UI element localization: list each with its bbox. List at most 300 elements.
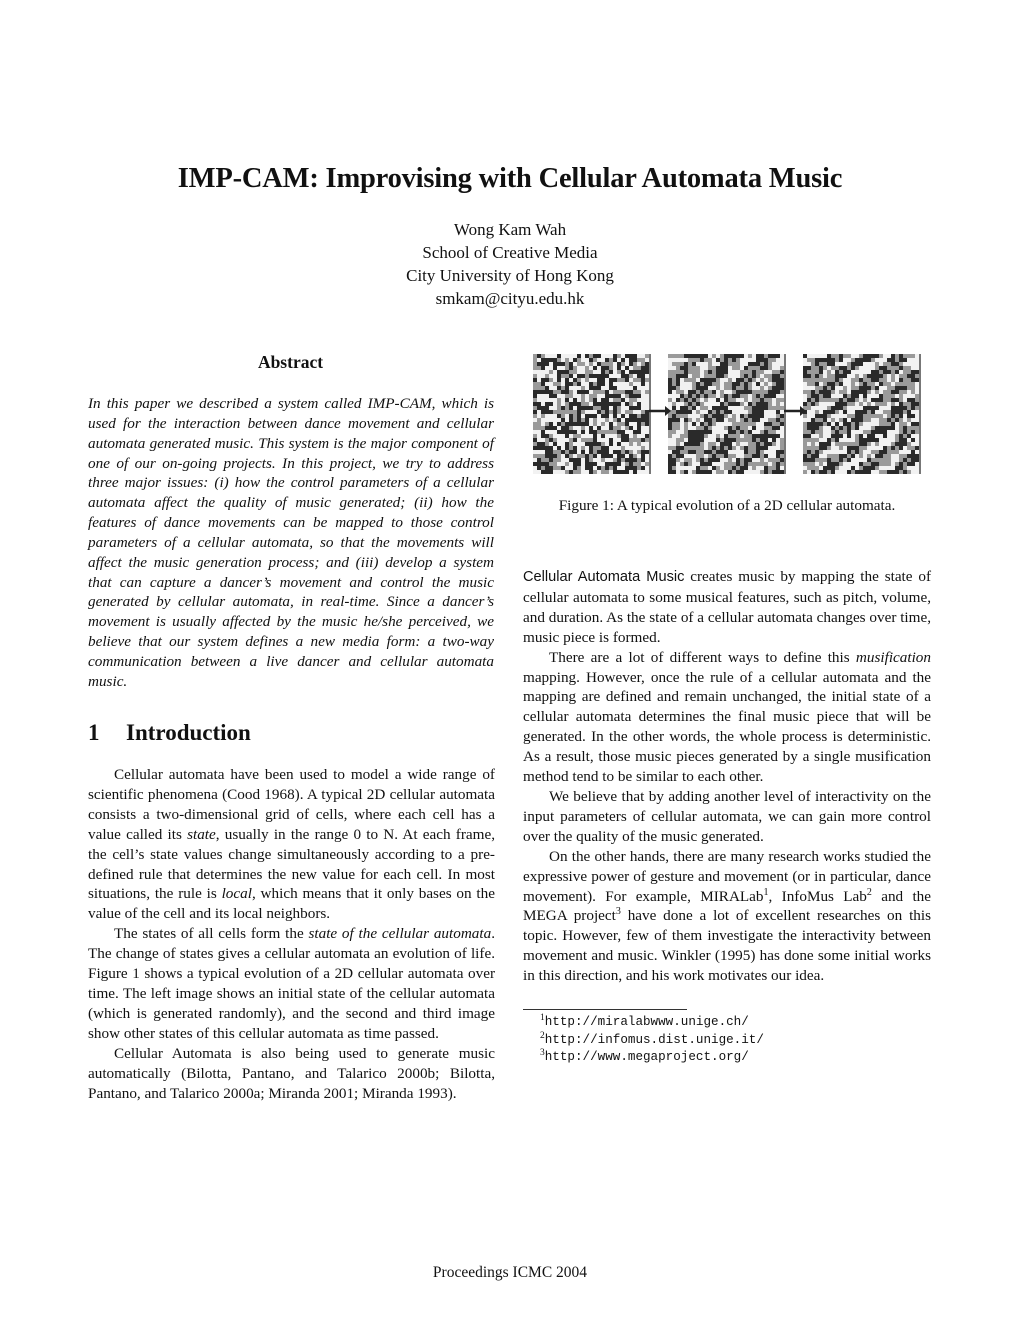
ca-cell [553, 430, 557, 434]
ca-cell [823, 466, 827, 470]
ca-cell [668, 450, 672, 454]
ca-cell [569, 462, 573, 466]
ca-cell [704, 370, 708, 374]
ca-cell [815, 362, 819, 366]
ca-cell [815, 470, 819, 474]
ca-cell [764, 466, 768, 470]
ca-cell [875, 402, 879, 406]
ca-cell [839, 370, 843, 374]
ca-cell [589, 366, 593, 370]
ca-cell [716, 410, 720, 414]
ca-cell [565, 366, 569, 370]
ca-cell [569, 398, 573, 402]
ca-cell [859, 418, 863, 422]
ca-cell [883, 398, 887, 402]
ca-cell [593, 374, 597, 378]
ca-cell [839, 418, 843, 422]
ca-cell [688, 430, 692, 434]
ca-cell [728, 414, 732, 418]
ca-cell [752, 438, 756, 442]
ca-cell [736, 442, 740, 446]
ca-cell [839, 354, 843, 358]
ca-cell [613, 362, 617, 366]
ca-cell [712, 450, 716, 454]
ca-cell [621, 422, 625, 426]
figure-1 [533, 354, 923, 474]
ca-cell [883, 430, 887, 434]
ca-cell [692, 462, 696, 466]
ca-cell [911, 434, 915, 438]
ca-cell [621, 454, 625, 458]
ca-cell [720, 430, 724, 434]
ca-cell [871, 358, 875, 362]
ca-cell [637, 362, 641, 366]
ca-cell [704, 466, 708, 470]
ca-cell [676, 382, 680, 386]
ca-cell [601, 378, 605, 382]
ca-cell [541, 426, 545, 430]
ca-cell [895, 414, 899, 418]
ca-cell [601, 366, 605, 370]
ca-cell [843, 462, 847, 466]
ca-cell [760, 370, 764, 374]
ca-cell [760, 454, 764, 458]
ca-cell [621, 462, 625, 466]
ca-cell [835, 454, 839, 458]
footnote-3[interactable]: $^3$http://www.megaproject.org/ [540, 1047, 749, 1064]
page-footer: Proceedings ICMC 2004 [432, 1264, 588, 1281]
ca-cell [764, 422, 768, 426]
ca-cell [680, 466, 684, 470]
ca-cell [895, 386, 899, 390]
ca-cell [712, 382, 716, 386]
ca-cell [593, 446, 597, 450]
ca-cell [831, 462, 835, 466]
ca-cell [557, 462, 561, 466]
ca-cell [879, 434, 883, 438]
ca-cell [557, 366, 561, 370]
ca-cell [764, 410, 768, 414]
ca-cell [533, 366, 537, 370]
ca-cell [589, 442, 593, 446]
ca-cell [899, 362, 903, 366]
ca-cell [597, 366, 601, 370]
ca-cell [593, 450, 597, 454]
ca-cell [752, 442, 756, 446]
ca-cell [815, 462, 819, 466]
ca-cell [637, 390, 641, 394]
ca-cell [645, 470, 649, 474]
ca-cell [807, 462, 811, 466]
ca-cell [807, 374, 811, 378]
ca-cell [557, 438, 561, 442]
ca-cell [815, 374, 819, 378]
ca-cell [831, 406, 835, 410]
ca-cell [740, 394, 744, 398]
ca-cell [708, 394, 712, 398]
ca-cell [744, 370, 748, 374]
ca-cell [609, 470, 613, 474]
ca-cell [871, 402, 875, 406]
ca-cell [589, 458, 593, 462]
ca-cell [565, 406, 569, 410]
ca-cell [704, 414, 708, 418]
ca-cell [573, 462, 577, 466]
ca-cell [748, 422, 752, 426]
ca-cell [839, 434, 843, 438]
ca-cell [712, 418, 716, 422]
ca-cell [895, 362, 899, 366]
ca-cell [704, 450, 708, 454]
ca-cell [593, 390, 597, 394]
ca-cell [903, 430, 907, 434]
ca-cell [815, 394, 819, 398]
ca-cell [891, 462, 895, 466]
ca-cell [768, 366, 772, 370]
ca-cell [780, 426, 784, 430]
ca-cell [859, 390, 863, 394]
ca-cell [847, 414, 851, 418]
ca-cell [915, 394, 919, 398]
ca-cell [839, 438, 843, 442]
ca-cell [557, 430, 561, 434]
ca-cell [736, 462, 740, 466]
ca-cell [768, 410, 772, 414]
ca-cell [915, 470, 919, 474]
ca-cell [883, 358, 887, 362]
ca-cell [895, 398, 899, 402]
ca-cell [617, 454, 621, 458]
ca-cell [605, 394, 609, 398]
ca-cell [613, 402, 617, 406]
ca-cell [593, 462, 597, 466]
ca-cell [613, 414, 617, 418]
ca-cell [831, 426, 835, 430]
ca-cell [768, 466, 772, 470]
ca-cell [680, 386, 684, 390]
ca-cell [772, 366, 776, 370]
ca-cell [573, 422, 577, 426]
ca-cell [823, 426, 827, 430]
ca-cell [907, 426, 911, 430]
ca-cell [581, 370, 585, 374]
ca-cell [883, 406, 887, 410]
ca-cell [696, 434, 700, 438]
ca-cell [605, 370, 609, 374]
ca-cell [879, 410, 883, 414]
ca-cell [680, 426, 684, 430]
ca-cell [867, 410, 871, 414]
ca-cell [645, 414, 649, 418]
ca-cell [692, 374, 696, 378]
ca-cell [803, 414, 807, 418]
ca-cell [740, 406, 744, 410]
ca-cell [835, 442, 839, 446]
ca-cell [827, 446, 831, 450]
ca-cell [772, 406, 776, 410]
ca-cell [617, 378, 621, 382]
ca-cell [688, 446, 692, 450]
ca-cell [565, 414, 569, 418]
ca-cell [641, 466, 645, 470]
ca-cell [827, 438, 831, 442]
ca-cell [577, 366, 581, 370]
ca-cell [831, 438, 835, 442]
ca-cell [736, 378, 740, 382]
ca-cell [915, 442, 919, 446]
ca-cell [533, 362, 537, 366]
ca-cell [605, 390, 609, 394]
ca-cell [704, 406, 708, 410]
ca-cell [819, 390, 823, 394]
ca-cell [764, 442, 768, 446]
ca-cell [823, 354, 827, 358]
ca-cell [740, 438, 744, 442]
ca-cell [641, 358, 645, 362]
ca-cell [581, 378, 585, 382]
ca-cell [843, 454, 847, 458]
ca-cell [716, 398, 720, 402]
ca-cell [764, 430, 768, 434]
ca-cell [855, 374, 859, 378]
ca-cell [641, 458, 645, 462]
ca-cell [863, 374, 867, 378]
ca-cell [887, 434, 891, 438]
ca-cell [704, 462, 708, 466]
ca-cell [541, 466, 545, 470]
ca-cell [645, 382, 649, 386]
ca-cell [907, 398, 911, 402]
ca-cell [537, 438, 541, 442]
ca-cell [601, 394, 605, 398]
ca-cell [811, 466, 815, 470]
ca-cell [605, 438, 609, 442]
ca-cell [684, 418, 688, 422]
ca-cell [561, 438, 565, 442]
ca-cell [831, 374, 835, 378]
ca-cell [831, 466, 835, 470]
ca-cell [748, 470, 752, 474]
ca-cell [672, 410, 676, 414]
ca-cell [704, 410, 708, 414]
ca-cell [879, 402, 883, 406]
ca-cell [676, 426, 680, 430]
ca-cell [569, 402, 573, 406]
ca-cell [589, 450, 593, 454]
ca-cell [708, 442, 712, 446]
ca-cell [911, 454, 915, 458]
ca-cell [823, 454, 827, 458]
ca-cell [565, 426, 569, 430]
ca-cell [748, 374, 752, 378]
ca-cell [585, 446, 589, 450]
ca-cell [593, 426, 597, 430]
ca-cell [776, 370, 780, 374]
ca-cell [772, 398, 776, 402]
ca-cell [875, 442, 879, 446]
ca-cell [617, 426, 621, 430]
ca-cell [680, 354, 684, 358]
ca-cell [835, 386, 839, 390]
ca-cell [561, 454, 565, 458]
ca-cell [819, 470, 823, 474]
ca-cell [641, 366, 645, 370]
ca-cell [903, 434, 907, 438]
ca-cell [537, 434, 541, 438]
ca-cell [879, 446, 883, 450]
ca-cell [839, 406, 843, 410]
ca-cell [867, 390, 871, 394]
ca-cell [700, 422, 704, 426]
ca-cell [815, 366, 819, 370]
ca-cell [569, 410, 573, 414]
ca-cell [883, 466, 887, 470]
ca-cell [573, 430, 577, 434]
ca-cell [680, 422, 684, 426]
ca-cell [668, 414, 672, 418]
ca-cell [780, 386, 784, 390]
ca-cell [895, 406, 899, 410]
ca-cell [633, 438, 637, 442]
ca-cell [680, 362, 684, 366]
abstract-heading: Abstract [257, 352, 324, 372]
ca-cell [676, 422, 680, 426]
ca-cell [593, 362, 597, 366]
ca-cell [633, 442, 637, 446]
ca-cell [764, 458, 768, 462]
ca-cell [831, 378, 835, 382]
ca-cell [672, 426, 676, 430]
ca-cell [887, 374, 891, 378]
ca-cell [537, 354, 541, 358]
ca-cell [851, 434, 855, 438]
ca-cell [855, 462, 859, 466]
ca-cell [855, 354, 859, 358]
ca-cell [712, 414, 716, 418]
ca-cell [915, 406, 919, 410]
footnote-1[interactable]: $^1$http://miralabwww.unige.ch/ [540, 1012, 749, 1029]
ca-cell [593, 406, 597, 410]
ca-cell [696, 390, 700, 394]
ca-cell [573, 426, 577, 430]
ca-cell [827, 442, 831, 446]
ca-cell [871, 438, 875, 442]
ca-cell [839, 430, 843, 434]
ca-cell [633, 450, 637, 454]
ca-cell [752, 414, 756, 418]
ca-cell [831, 370, 835, 374]
ca-cell [847, 430, 851, 434]
ca-cell [672, 402, 676, 406]
ca-cell [815, 402, 819, 406]
ca-cell [680, 462, 684, 466]
ca-cell [557, 374, 561, 378]
ca-cell [855, 398, 859, 402]
ca-cell [637, 438, 641, 442]
ca-cell [903, 378, 907, 382]
ca-cell [867, 398, 871, 402]
ca-cell [863, 414, 867, 418]
ca-cell [597, 414, 601, 418]
ca-cell [700, 386, 704, 390]
ca-cell [807, 434, 811, 438]
ca-cell [847, 442, 851, 446]
ca-cell [772, 438, 776, 442]
ca-cell [633, 466, 637, 470]
ca-cell [672, 370, 676, 374]
ca-cell [807, 414, 811, 418]
ca-cell [780, 466, 784, 470]
ca-cell [577, 374, 581, 378]
ca-cell [613, 418, 617, 422]
ca-cell [915, 390, 919, 394]
ca-cell [883, 402, 887, 406]
ca-cell [859, 434, 863, 438]
ca-cell [895, 438, 899, 442]
ca-cell [847, 378, 851, 382]
ca-cell [891, 398, 895, 402]
ca-cell [585, 382, 589, 386]
ca-cell [811, 382, 815, 386]
ca-cell [621, 362, 625, 366]
ca-cell [772, 450, 776, 454]
ca-cell [613, 422, 617, 426]
ca-cell [851, 374, 855, 378]
ca-cell [577, 426, 581, 430]
ca-cell [585, 426, 589, 430]
ca-cell [855, 390, 859, 394]
ca-cell [895, 378, 899, 382]
ca-cell [899, 406, 903, 410]
footnote-2[interactable]: $^2$http://infomus.dist.unige.it/ [540, 1030, 764, 1047]
ca-cell [827, 374, 831, 378]
ca-cell [537, 470, 541, 474]
ca-cell [831, 410, 835, 414]
ca-cell [839, 466, 843, 470]
ca-cell [557, 458, 561, 462]
ca-cell [887, 454, 891, 458]
ca-cell [668, 470, 672, 474]
ca-cell [645, 370, 649, 374]
ca-cell [728, 442, 732, 446]
ca-cell [545, 466, 549, 470]
ca-cell [577, 398, 581, 402]
ca-cell [533, 398, 537, 402]
ca-cell [772, 386, 776, 390]
ca-cell [863, 358, 867, 362]
ca-cell [720, 434, 724, 438]
ca-cell [597, 406, 601, 410]
ca-cell [736, 366, 740, 370]
ca-cell [831, 450, 835, 454]
ca-cell [855, 458, 859, 462]
ca-cell [585, 434, 589, 438]
ca-cell [764, 418, 768, 422]
ca-cell [911, 450, 915, 454]
ca-cell [617, 390, 621, 394]
ca-cell [577, 354, 581, 358]
ca-cell [764, 406, 768, 410]
ca-cell [807, 378, 811, 382]
ca-cell [736, 370, 740, 374]
ca-cell [573, 442, 577, 446]
ca-cell [867, 374, 871, 378]
ca-cell [732, 382, 736, 386]
ca-cell [740, 382, 744, 386]
ca-cell [724, 462, 728, 466]
ca-cell [577, 458, 581, 462]
ca-cell [768, 394, 772, 398]
